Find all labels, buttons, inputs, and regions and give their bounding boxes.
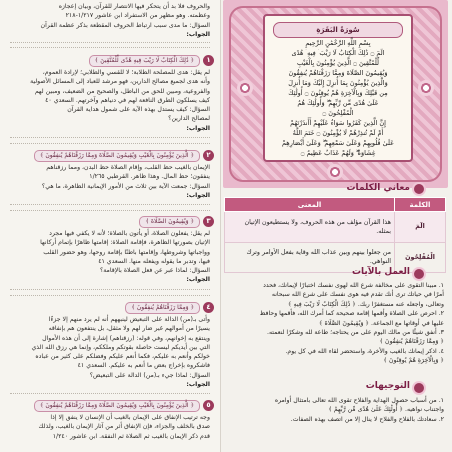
mushaf-text-panel	[263, 14, 413, 162]
question-text: لمصالح الدارين؟	[168, 115, 210, 123]
answer-line	[10, 143, 210, 144]
verse-line: عَلَىٰ قُلُوبِهِمْ وَعَلَىٰ سَمْعِهِمْ ۖ وَعَلَىٰ أَبْصَارِهِمْ	[281, 139, 395, 147]
text-line: خولكم وأنعم به عليكم، فكما أنعم عليكم وفضلكم على كثير من عباده	[35, 353, 210, 361]
list-item: عليها في أوقاتها مع الجماعة. ﴿ وَيُقِيمُونَ الصَّلَاةَ ﴾	[318, 319, 444, 327]
ayah-reference: ﴿ ذَٰلِكَ الْكِتَابُ لَا رَيْبَ فِيهِ هُدًى لِّلْمُتَّقِينَ ﴾	[89, 55, 200, 67]
vocab-meaning: من جعلوا بينهم وبين عذاب الله وقاية بفعل الأوامر وترك النواهي.	[225, 242, 395, 273]
tafsir-column	[0, 0, 221, 452]
work-list	[226, 281, 444, 366]
question-text: السؤال: لماذا عبر عن فعل الصلاة بالإقامة؟	[99, 267, 210, 275]
text-line: وينتفع به إخوانهم، وفي قوله: (رزقناهم) إشارة إلى أن هذه الأموال	[42, 334, 210, 342]
answer-line	[10, 210, 210, 211]
table-row	[225, 212, 446, 243]
text-line: لم يقل: هدى للمصلحة الطلابة؛ لا للقسي والطلابي؛ لإرادة العموم،	[42, 69, 210, 76]
text-line: وجه ترتيب الإنفاق على الإيمان بالغيب أن الإنسان لا ينفق إلا إذا	[50, 414, 210, 421]
answer-line	[10, 137, 210, 138]
verse-line: الْمُفْلِحُونَ ۝	[322, 109, 354, 117]
text-line: ينفقون؛ حظ المال. وهذا ظاهر. القرطبي ١/٢٦٥	[89, 173, 210, 181]
mushaf-frame	[223, 0, 448, 188]
verse-line: لِّلْمُتَّقِينَ ۝ الَّذِينَ يُؤْمِنُونَ بِالْغَيْبِ	[296, 59, 380, 67]
vocab-header-meaning: المعنى	[225, 198, 395, 212]
section-bullet-icon	[412, 381, 426, 395]
question-number: ٤	[203, 302, 214, 313]
answer-line	[10, 204, 210, 205]
question-block	[10, 163, 210, 200]
question-number: ٢	[203, 150, 214, 161]
vocab-header-word: الكلمة	[395, 198, 446, 212]
text-line: وواجباتها وشروطها، وإقامتها باطنًا بإقامة روحها، وهو حضور القلب	[43, 248, 210, 256]
text-line: السؤال: ما مدى سبب ارتباط الحروف المقطعة بذكر عظمة القرآن	[40, 21, 210, 29]
question-number: ١	[203, 55, 214, 66]
answer-line	[10, 47, 210, 48]
text-line: والفروعية، ومبين للحق من الباطل، والصحيح من الضعيف، ومبين لهم	[34, 87, 210, 95]
ayah-reference: ﴿ وَمِمَّا رَزَقْنَاهُمْ يُنفِقُونَ ﴾	[125, 302, 200, 314]
ayah-reference: ﴿ وَيُقِيمُونَ الصَّلَاةَ ﴾	[139, 216, 200, 228]
answer-line	[10, 42, 210, 43]
verse-line: وَالَّذِينَ يُؤْمِنُونَ بِمَا أُنزِلَ إِلَيْكَ وَمَا أُنزِلَ	[288, 79, 388, 87]
guidance-title: التوجيهات	[365, 381, 410, 391]
text-line: قدم ذكر الإيمان بالغيب ثم الصلاة ثم النفقة. ابن عاشور ١/٢٤٠	[52, 432, 210, 440]
question-text: السؤال: جمعت الآية بين ثلاث من الأمور الإيمانية الظاهرة، ما هي؟	[41, 182, 210, 190]
vocab-header-row	[225, 198, 446, 212]
question-block	[10, 413, 210, 441]
text-line: وعظمته. وهو مظهر من الاستفراد ابن عاشور ١/٢١٧-٢١٨	[65, 12, 210, 20]
surah-title: سُورَةُ البَقَرَةِ	[273, 22, 403, 38]
answer-label: الجواب:	[186, 30, 210, 38]
rosette-ornament	[418, 80, 434, 96]
list-item: واجتناب نواهيه. ﴿ أُولَٰئِكَ عَلَىٰ هُدًى مِّن رَّبِّهِمْ ﴾	[328, 406, 444, 414]
verse-line: عَلَىٰ هُدًى مِّن رَّبِّهِمْ ۖ وَأُولَٰئِكَ هُمُ	[297, 99, 379, 107]
text-line: والحروف فلا بد أن يتحكر فيها الانتصار للقرآن، وبيان إعجازه	[58, 3, 210, 10]
guidance-list	[226, 396, 444, 424]
text-line: لم يقل: يفعلون الصلاة، أو يأتون بالصلاة؛ لأنه لا يكفي فيها مجرد	[49, 230, 210, 237]
question-block	[10, 229, 210, 285]
vocab-word: الْمُفْلِحُونَ	[395, 242, 446, 273]
intro-block	[10, 2, 210, 39]
question-text: السؤال: كيف يستدل بهذه الآية على شمول هداية القرآن	[67, 106, 210, 114]
question-block	[10, 68, 210, 133]
vocab-meaning: هذا القرآن مؤلف من هذه الحروف، ولا يستطيعون الإتيان بمثله.	[225, 212, 395, 243]
list-item: ﴿ وَبِالْآخِرَةِ هُمْ يُوقِنُونَ ﴾	[383, 357, 444, 365]
verse-line: الٓمٓ ۝ ذَٰلِكَ الْكِتَابُ لَا رَيْبَ ۛ فِيهِ ۛ هُدًى	[291, 49, 385, 57]
list-item: ﴿ وَمِمَّا رَزَقْنَاهُمْ يُنفِقُونَ ﴾	[379, 338, 444, 346]
list-item: ٢. سعادتك بالفلاح والفلاح لا ينال إلا من اتصف بهذه الصفات.	[290, 415, 444, 423]
text-line: فاشكروه بإخراج بعض ما أنعم به عليكم. السعدي ٤١	[77, 362, 210, 370]
answer-label: الجواب:	[186, 191, 210, 199]
text-line: التي بين أيديكم ليست حاصلة بقوتكم وملككم، وإنما هي رزق الله الذي	[31, 343, 210, 351]
vocab-table	[224, 197, 446, 273]
text-line: صدق بالخلف والجزاء، فإن الإنفاق أثر من آثار الإيمان بالغيب، ولذلك	[38, 423, 210, 431]
list-item: ٤. اذكر إيمانك بالغيب والأخرة، واستحضر لقاء الله في كل يوم.	[285, 347, 444, 355]
list-item: ٣. أنفق شيئًا من مالك اليوم على من يحتاجه؛ طاعة لله وشكرًا لنعمته.	[266, 329, 444, 337]
answer-label: الجواب:	[186, 381, 210, 389]
section-bullet-icon	[412, 267, 426, 281]
text-line: كيف يسلكون الطرق النافعة لهم في دنياهم وآخرتهم. السعدي ٤٠	[45, 96, 210, 104]
basmala: بِسْمِ اللَّهِ الرَّحْمَٰنِ الرَّحِيمِ	[305, 39, 371, 47]
verse-line: مِن قَبْلِكَ وَبِالْآخِرَةِ هُمْ يُوقِنُونَ ۝ أُولَٰئِكَ	[288, 89, 388, 97]
verse-line: وَيُقِيمُونَ الصَّلَاةَ وَمِمَّا رَزَقْنَاهُمْ يُنفِقُونَ	[288, 69, 388, 77]
text-line: يسيرًا من أموالهم غير ضار لهم ولا مثقل، بل ينتفعون هم بإنفاقه	[48, 325, 210, 333]
list-item: ٢. احرص على الصلاة وأقمها إقامة صحيحة كما أمرك الله، فأقمها وحافظ	[259, 310, 444, 318]
question-block	[10, 315, 210, 389]
question-number: ٥	[203, 400, 214, 411]
question-text: السؤال: لماذا جيء بـ(من) الدالة على التبعيض؟	[89, 371, 210, 379]
list-item: أمرًا في حياتك ترى أنك تقدم فيه هوى نفسك على شرع الله سبحانه	[271, 291, 444, 299]
rosette-ornament	[327, 164, 343, 180]
list-item: وتعالى، واجعله عنه مستغفرًا ربك. ﴿ ذَٰلِكَ الْكِتَابُ لَا رَيْبَ فِيهِ ﴾	[287, 300, 444, 308]
ayah-reference: ﴿ الَّذِينَ يُؤْمِنُونَ بِالْغَيْبِ وَيُقِيمُونَ الصَّلَاةَ وَمِمَّا رَزَقْنَاهُمْ يُنفِقُونَ ﴾	[34, 150, 200, 162]
section-bullet-icon	[412, 182, 426, 196]
answer-label: الجواب:	[186, 124, 210, 132]
text-line: وأتى بـ(من) الدالة على التبعيض لينبههم أنه لم يرد منهم إلا جزءًا	[48, 316, 210, 323]
verse-line: إِنَّ الَّذِينَ كَفَرُوا سَوَاءٌ عَلَيْهِمْ أَأَنذَرْتَهُمْ	[290, 119, 386, 127]
list-item: ١. من أسباب حصول الهداية والفلاح تقوى الله تعالى بامتثال أوامره	[274, 397, 444, 404]
text-line: فيها، وتدبر ما يقوله ويفعله منها. السعدي ٤١	[98, 257, 210, 265]
answer-line	[10, 289, 210, 290]
verse-line: غِشَاوَةٌ ۖ وَلَهُمْ عَذَابٌ عَظِيمٌ ۝	[300, 149, 376, 157]
answer-line	[10, 295, 210, 296]
answer-label: الجواب:	[186, 276, 210, 284]
answer-line	[10, 393, 210, 394]
work-title: العمل بالآيات	[351, 267, 410, 277]
verse-line: أَمْ لَمْ تُنذِرْهُمْ لَا يُؤْمِنُونَ ۝ خَتَمَ اللَّهُ	[292, 129, 384, 137]
question-number: ٣	[203, 216, 214, 227]
ayah-reference: ﴿ الَّذِينَ يُؤْمِنُونَ بِالْغَيْبِ وَيُقِيمُونَ الصَّلَاةَ وَمِمَّا رَزَقْنَاهُمْ يُنفِقُونَ ﴾	[34, 400, 200, 412]
text-line: وأنه هدى لجميع مصالح الدارين، فهو مرشد للعباد إلى المسائل الأصولية	[30, 78, 210, 86]
vocab-word: الٓمٓ	[395, 212, 446, 243]
rosette-ornament	[237, 80, 253, 96]
list-item: ١. مبينا التقوى على مخالفة شرع الله لهوى نفسك اختبارًا لإيمانك، فحدد	[263, 282, 444, 289]
text-line: الإتيان بصورتها الظاهرة، فإقامة الصلاة: إقامتها ظاهرًا بإتمام أركانها	[40, 239, 210, 247]
vocab-title: معاني الكلمات	[346, 183, 410, 193]
text-line: الإيمان بالغيب حظ القلب، وإقام الصلاة حظ البدن، ومما رزقناهم	[46, 164, 210, 171]
